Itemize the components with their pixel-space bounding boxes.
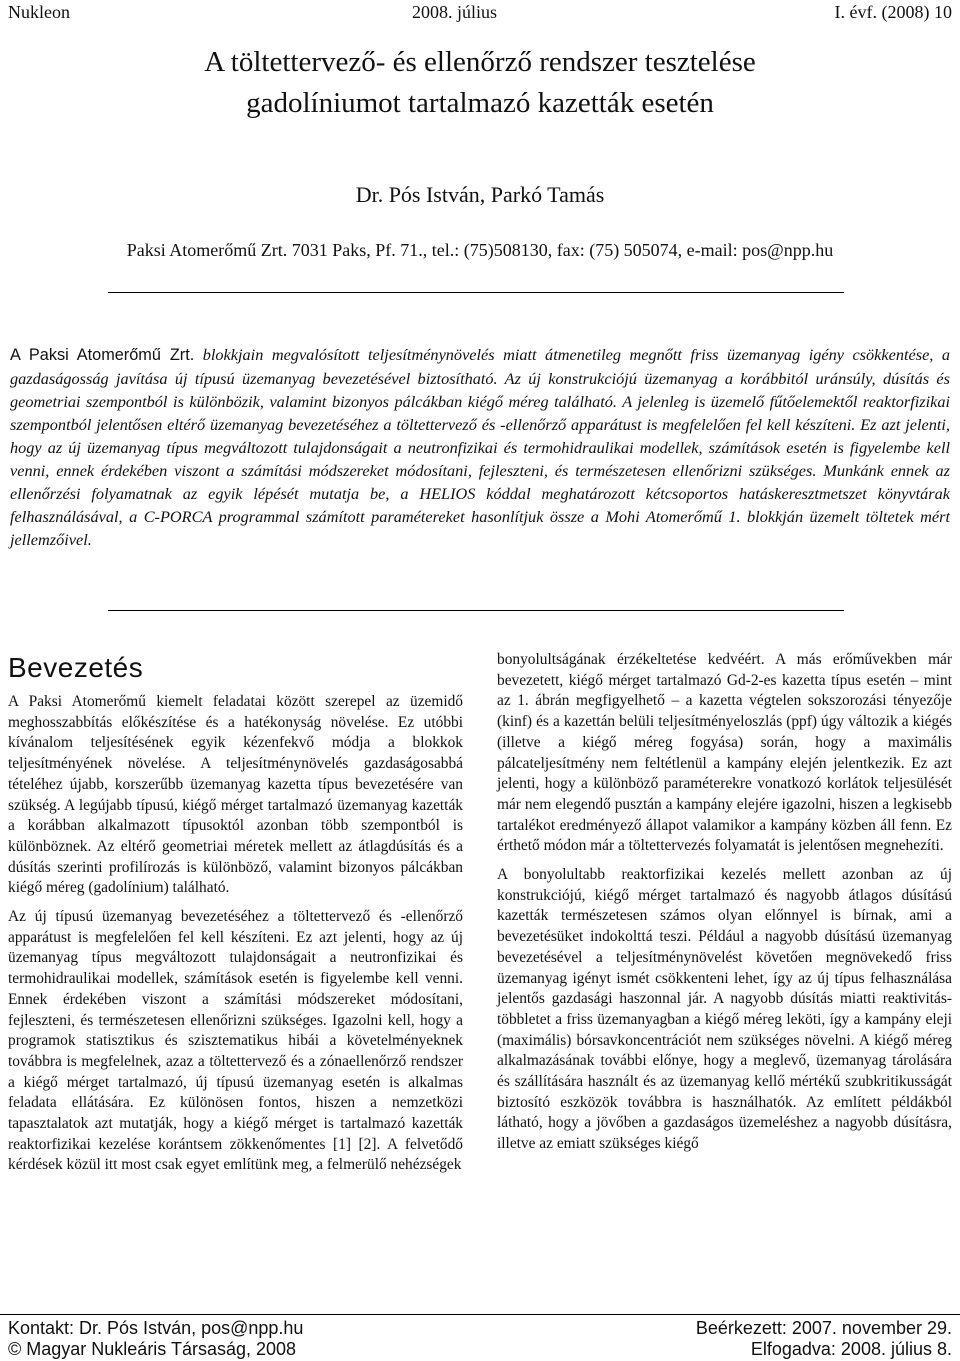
section-title: Bevezetés bbox=[8, 652, 144, 683]
abstract-text: blokkjain megvalósított teljesítménynövelés miatt átmenetileg megnőtt friss üzemanyag igény csökkentése, a gazdaságosság javítása új típusú üzemanyag bevezetésével biztosítható. Az új konstrukciójú üzemanyag a korábbitól uránsúly, dúsítás és geometriai szempontból is különbözik, valamint bizonyos pálcákban kiégő méreg található. A jelenleg is üzemelő fűtőelemektől reaktorfizikai szempontból jelentősen eltérő üzemanyag bevezetéséhez a töltettervező és -ellenőrző apparátust is megfelelően fel kell készíteni. Ez azt jelenti, hogy az új üzemanyag típus megváltozott tulajdonságait a neutronfizikai és termohidraulikai modellek, számítások esetén is figyelembe kell venni, ennek érdekében viszont a számítási módszereket módosítani, fejleszteni, és természetesen ellenőrizni szükséges. Munkánk ennek az ellenőrzési folyamatnak az egyik lépését mutatja be, a HELIOS kóddal meghatározott kétcsoportos hatáskeresztmetszet könyvtárak felhasználásával, a C-PORCA programmal számított paramétereket hasonlítjuk össze a Mohi Atomerőmű 1. blokkján üzemelt töltetek mért jellemzőivel. bbox=[10, 345, 950, 549]
authors: Dr. Pós István, Parkó Tamás bbox=[355, 182, 605, 207]
separator-bottom bbox=[108, 610, 844, 611]
contact-info: Kontakt: Dr. Pós István, pos@npp.hu bbox=[8, 1318, 304, 1338]
article-title-line-2: gadolíniumot tartalmazó kazetták esetén bbox=[246, 87, 714, 119]
issue-date: 2008. július bbox=[412, 2, 498, 22]
journal-name: Nukleon bbox=[8, 2, 70, 22]
article-title-line-1: A töltettervező- és ellenőrző rendszer tesztelése bbox=[204, 46, 756, 78]
footer-separator bbox=[0, 1314, 960, 1315]
right-paragraph-1: bonyolultságának érzékeltetése kedvéért. A más erőművekben már bevezetett, kiégő mérget tartalmazó Gd-2-es kazetta típus esetén – mint az 1. ábrán megfigyelhető – a kazetta végtelen sokszorozási tényezője (kinf) és a kazettán belüli teljesítményeloszlás (ppf) úgy változik a kiégés (illetve a kiégő méreg fogyása) során, hogy a maximális pálcateljesítmény nem feltétlenül a kampány elején jelentkezik. Ez azt jelenti, hogy a különböző paraméterekre vonatkozó korlátok teljesülését már nem elegendő pusztán a kampány elejére igazolni, hiszen a legkisebb tartalékot eredményező állapot valamikor a kampány közben áll fenn. Ez érthető módon már a töltettervezés folyamatát is jelentősen megnehezíti. bbox=[497, 651, 952, 855]
left-paragraph-2: Az új típusú üzemanyag bevezetéséhez a töltettervező és -ellenőrző apparátust is megfelelően fel kell készíteni. Ez azt jelenti, hogy az új üzemanyag típus megváltozott tulajdonságait a neutronfizikai és termohidraulikai modellek, számítások esetén is figyelembe kell venni. Ennek érdekében viszont a számítási módszereket módosítani, fejleszteni, és természetesen ellenőrizni szükséges. Igazolni kell, hogy a programok statisztikus és szisztematikus hibái a követelményeknek továbbra is megfelelnek, azaz a töltettervező és a zónaellenőrző rendszer a kiégő mérget tartalmazó, új típusú üzemanyag esetén is alkalmas feladata ellátására. Ez különösen fontos, hiszen a nemzetközi tapasztalatok azt mutatják, hogy a kiégő mérget is tartalmazó kazetták reaktorfizikai kezelése korántsem zökkenőmentes [1] [2]. A felvetődő kérdések közül itt most csak egyet említünk meg, a felmerülő nehézségek bbox=[8, 908, 463, 1174]
right-paragraph-2: A bonyolultabb reaktorfizikai kezelés mellett azonban az új konstrukciójú, kiégő mérget tartalmazó és nagyobb átlagos dúsítású kazetták természetesen számos olyan előnnyel is bírnak, ami a bevezetésüket indokolttá teszi. Például a nagyobb dúsítású üzemanyag bevezetésével a teljesítménynövelést követően megnövekedő friss üzemanyag igényt ismét csökkenteni lehet, így az új típus felhasználása jelentős gazdasági haszonnal jár. A nagyobb dúsítás miatti reaktivitás-többletet a friss üzemanyagban a kiégő méreg leköti, így a kampány eleji (maximális) bórsavkoncentrációt nem szükséges növelni. A kiégő méreg alkalmazásának további előnye, hogy a meglevő, üzemanyag tárolására és szállítására használt és az üzemanyag kellő mértékű szubkritikusságát biztosító eszközök továbbra is használhatók. Az említett példákból látható, hogy a jövőben a gazdaságos üzemeléshez a nagyobb dúsításra, illetve az emiatt szükséges kiégő bbox=[497, 866, 952, 1153]
left-column bbox=[8, 692, 463, 1184]
volume-info: I. évf. (2008) 10 bbox=[834, 2, 952, 22]
accepted-date: Elfogadva: 2008. július 8. bbox=[750, 1339, 952, 1359]
left-paragraph-1: A Paksi Atomerőmű kiemelt feladatai között szerepel az üzemidő meghosszabbítás előkészítése és a hatékonyság növelése. Ez utóbbi kívánalom teljesítésének egyik kézenfekvő módja a blokkok teljesítményének növelése. A teljesítménynövelés gazdaságosabbá tételéhez újabb, korszerűbb üzemanyag kazetta típus bevezetésére van szükség. A legújabb típusú, kiégő mérget tartalmazó üzemanyag kazetták a korábban alkalmazott típusoktól azonban több szempontból is különböznek. Az eltérő geometriai méretek mellett az átlagdúsítás és a dúsítás szerinti profilírozás is különböző, valamint bizonyos pálcákban kiégő méreg (gadolínium) található. bbox=[8, 693, 463, 897]
abstract-lead: A Paksi Atomerőmű Zrt. bbox=[10, 346, 195, 364]
separator-top bbox=[108, 292, 844, 293]
copyright: © Magyar Nukleáris Társaság, 2008 bbox=[8, 1339, 297, 1359]
received-date: Beérkezett: 2007. november 29. bbox=[695, 1318, 952, 1338]
affiliation: Paksi Atomerőmű Zrt. 7031 Paks, Pf. 71., tel.: (75)508130, fax: (75) 505074, e-mail: pos@npp.hu bbox=[126, 240, 834, 260]
right-column bbox=[497, 650, 952, 1163]
abstract bbox=[10, 343, 950, 551]
